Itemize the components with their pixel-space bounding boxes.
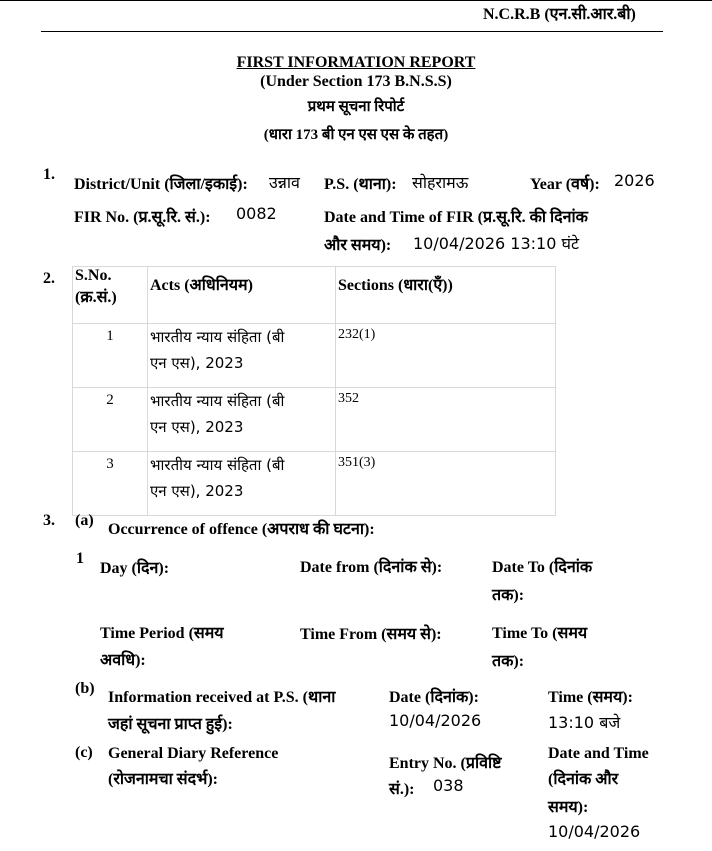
table-row bbox=[73, 388, 556, 452]
row-section: 351(3) bbox=[336, 452, 556, 516]
header-rule bbox=[41, 31, 663, 32]
entry-number-label: Entry No. (प्रविष्टि bbox=[389, 755, 502, 772]
section-3-number: 3. bbox=[43, 512, 55, 529]
row-act: भारतीय न्याय संहिता (बी एन एस), 2023 bbox=[148, 452, 336, 516]
top-border-line bbox=[0, 0, 712, 1]
year-value: 2026 bbox=[614, 171, 655, 190]
time-to-label-cont: तक): bbox=[492, 653, 525, 670]
general-diary-label: General Diary Reference bbox=[108, 745, 279, 762]
fir-datetime-label: Date and Time of FIR (प्र.सू.रि. की दिनांक bbox=[324, 209, 588, 226]
police-station-value: सोहरामऊ bbox=[412, 173, 469, 192]
occurrence-item-number: 1 bbox=[76, 550, 84, 567]
sections-header: Sections (धारा(एँ)) bbox=[336, 267, 556, 324]
row-section: 232(1) bbox=[336, 324, 556, 388]
info-date-label: Date (दिनांक): bbox=[389, 689, 479, 706]
row-sno: 2 bbox=[73, 388, 148, 452]
time-period-label-cont: अवधि): bbox=[100, 652, 146, 669]
entry-number-label-cont: सं.): bbox=[389, 781, 415, 798]
row-sno: 1 bbox=[73, 324, 148, 388]
table-row bbox=[73, 452, 556, 516]
fir-datetime-label-cont: और समय): bbox=[324, 237, 392, 254]
date-to-label: Date To (दिनांक bbox=[492, 559, 593, 576]
table-row bbox=[73, 324, 556, 388]
row-act: भारतीय न्याय संहिता (बी एन एस), 2023 bbox=[148, 388, 336, 452]
section-1-number: 1. bbox=[43, 166, 55, 183]
district-label: District/Unit (जिला/इकाई): bbox=[74, 176, 248, 193]
subsection-b-marker: (b) bbox=[75, 680, 95, 697]
info-received-label-cont: जहां सूचना प्राप्त हुई): bbox=[108, 716, 233, 733]
subsection-a-marker: (a) bbox=[75, 512, 94, 529]
fir-number-label: FIR No. (प्र.सू.रि. सं.): bbox=[74, 209, 211, 226]
entry-number-value: 038 bbox=[433, 776, 464, 795]
acts-table bbox=[72, 266, 556, 516]
fir-datetime-value: 10/04/2026 13:10 घंटे bbox=[413, 234, 580, 253]
time-to-label: Time To (समय bbox=[492, 625, 588, 642]
ncrb-label: N.C.R.B (एन.सी.आर.बी) bbox=[483, 6, 636, 23]
report-title: FIRST INFORMATION REPORT bbox=[236, 54, 476, 71]
info-time-label: Time (समय): bbox=[548, 689, 633, 706]
gd-datetime-label: Date and Time bbox=[548, 745, 649, 762]
report-title-hindi: प्रथम सूचना रिपोर्ट bbox=[307, 99, 405, 115]
sno-header: S.No. (क्र.सं.) bbox=[73, 267, 148, 324]
info-time-value: 13:10 बजे bbox=[548, 713, 621, 732]
report-subtitle: (Under Section 173 B.N.S.S) bbox=[260, 73, 452, 90]
report-subtitle-hindi: (धारा 173 बी एन एस एस के तहत) bbox=[263, 127, 449, 143]
gd-datetime-label-cont2: समय): bbox=[548, 799, 589, 816]
general-diary-label-cont: (रोजनामचा संदर्भ): bbox=[108, 771, 219, 788]
year-label: Year (वर्ष): bbox=[530, 176, 600, 193]
row-act: भारतीय न्याय संहिता (बी एन एस), 2023 bbox=[148, 324, 336, 388]
row-section: 352 bbox=[336, 388, 556, 452]
acts-table-header bbox=[73, 267, 556, 324]
info-received-label: Information received at P.S. (थाना bbox=[108, 689, 336, 706]
date-to-label-cont: तक): bbox=[492, 587, 525, 604]
date-from-label: Date from (दिनांक से): bbox=[300, 559, 443, 576]
subsection-c-marker: (c) bbox=[75, 744, 93, 761]
fir-number-value: 0082 bbox=[236, 204, 277, 223]
day-label: Day (दिन): bbox=[100, 560, 170, 577]
time-from-label: Time From (समय से): bbox=[300, 626, 442, 643]
police-station-label: P.S. (थाना): bbox=[324, 176, 397, 193]
row-sno: 3 bbox=[73, 452, 148, 516]
section-2-number: 2. bbox=[43, 270, 55, 287]
time-period-label: Time Period (समय bbox=[100, 625, 224, 642]
acts-header: Acts (अधिनियम) bbox=[148, 267, 336, 324]
district-value: उन्नाव bbox=[269, 173, 300, 192]
info-date-value: 10/04/2026 bbox=[389, 711, 482, 730]
gd-datetime-value: 10/04/2026 bbox=[548, 822, 641, 841]
occurrence-label: Occurrence of offence (अपराध की घटना): bbox=[108, 521, 375, 538]
gd-datetime-label-cont: (दिनांक और bbox=[548, 771, 619, 788]
